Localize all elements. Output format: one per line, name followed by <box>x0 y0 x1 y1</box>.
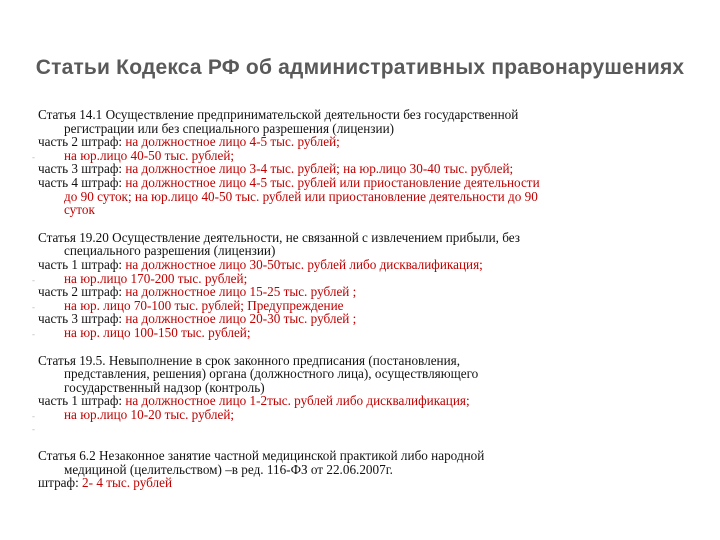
penalty-line <box>38 312 710 326</box>
article-heading: Статья 6.2 Незаконное занятие частной медицинской практикой либо народной <box>38 448 485 464</box>
penalty-line <box>38 285 710 299</box>
penalty-label: часть 3 штраф: <box>38 311 126 327</box>
penalty-label: часть 3 штраф: <box>38 161 126 177</box>
penalty-label: часть 2 штраф: <box>38 284 126 300</box>
penalty-line <box>32 270 710 286</box>
document-body <box>32 107 710 491</box>
penalty-text: на должностное лицо 4-5 тыс. рублей или приостановление деятельности <box>125 174 540 190</box>
article-6-2 <box>38 449 710 490</box>
penalty-label: часть 4 штраф: <box>38 174 126 190</box>
penalty-text: на должностное лицо 15-25 тыс. рублей ; <box>125 284 357 300</box>
article-heading: Статья 19.20 Осуществление деятельности, не связанной с извлечением прибыли, без <box>38 229 520 245</box>
bullet-marker: - <box>32 410 35 421</box>
penalty-text: на юр.лицо 10-20 тыс. рублей; <box>64 406 235 422</box>
penalty-line <box>32 406 710 422</box>
penalty-text: суток <box>64 202 95 218</box>
penalty-text: на юр.лицо 170-200 тыс. рублей; <box>64 270 248 286</box>
penalty-line <box>38 190 710 204</box>
penalty-line <box>32 147 710 163</box>
bullet-marker: - <box>32 301 35 312</box>
article-heading-cont: медициной (целительством) –в ред. 116-ФЗ от 22.06.2007г. <box>64 461 393 477</box>
penalty-text: на должностное лицо 1-2тыс. рублей либо дисквалификация; <box>125 393 470 409</box>
penalty-line <box>38 176 710 190</box>
penalty-text: на должностное лицо 20-30 тыс. рублей ; <box>125 311 357 327</box>
article-heading-cont: государственный надзор (контроль) <box>64 379 265 395</box>
penalty-text: 2- 4 тыс. рублей <box>82 475 173 491</box>
article-heading-cont: представления, решения) органа (должностного лица), осуществляющего <box>64 366 479 382</box>
penalty-text: на юр.лицо 40-50 тыс. рублей; <box>64 147 235 163</box>
article-heading: Статья 19.5. Невыполнение в срок законного предписания (постановления, <box>38 352 461 368</box>
penalty-text: на юр. лицо 100-150 тыс. рублей; <box>64 324 251 340</box>
article-14-1 <box>32 107 710 218</box>
penalty-text: на должностное лицо 30-50тыс. рублей либо дисквалификация; <box>125 256 483 272</box>
penalty-label: часть 1 штраф: <box>38 256 126 272</box>
bullet-marker: - <box>32 151 35 162</box>
article-19-5 <box>32 352 710 436</box>
penalty-text: на юр. лицо 70-100 тыс. рублей; Предупреждение <box>64 297 344 313</box>
bullet-marker: - <box>32 424 35 435</box>
page-title: Статьи Кодекса РФ об административных правонарушениях <box>35 56 685 79</box>
penalty-line <box>38 476 710 490</box>
penalty-line <box>32 324 710 340</box>
bullet-marker: - <box>32 328 35 339</box>
penalty-line <box>38 203 710 217</box>
penalty-line <box>38 394 710 408</box>
article-heading-cont: специального разрешения (лицензии) <box>64 243 276 259</box>
penalty-line <box>38 258 710 272</box>
penalty-line <box>38 162 710 176</box>
penalty-line <box>38 135 710 149</box>
penalty-line <box>32 421 710 435</box>
article-heading-cont: регистрации или без специального разрешения (лицензии) <box>64 120 395 136</box>
penalty-line <box>32 297 710 313</box>
article-19-20 <box>32 229 710 340</box>
penalty-label: часть 2 штраф: <box>38 134 126 150</box>
bullet-marker: - <box>32 274 35 285</box>
penalty-text: до 90 суток; на юр.лицо 40-50 тыс. рублей или приостановление деятельности до 90 <box>64 188 538 204</box>
penalty-text: на должностное лицо 4-5 тыс. рублей; <box>125 134 340 150</box>
penalty-label: часть 1 штраф: <box>38 393 126 409</box>
penalty-text: на должностное лицо 3-4 тыс. рублей; на юр.лицо 30-40 тыс. рублей; <box>125 161 514 177</box>
penalty-label: штраф: <box>38 475 83 491</box>
article-heading: Статья 14.1 Осуществление предпринимательской деятельности без государственной <box>38 107 519 122</box>
